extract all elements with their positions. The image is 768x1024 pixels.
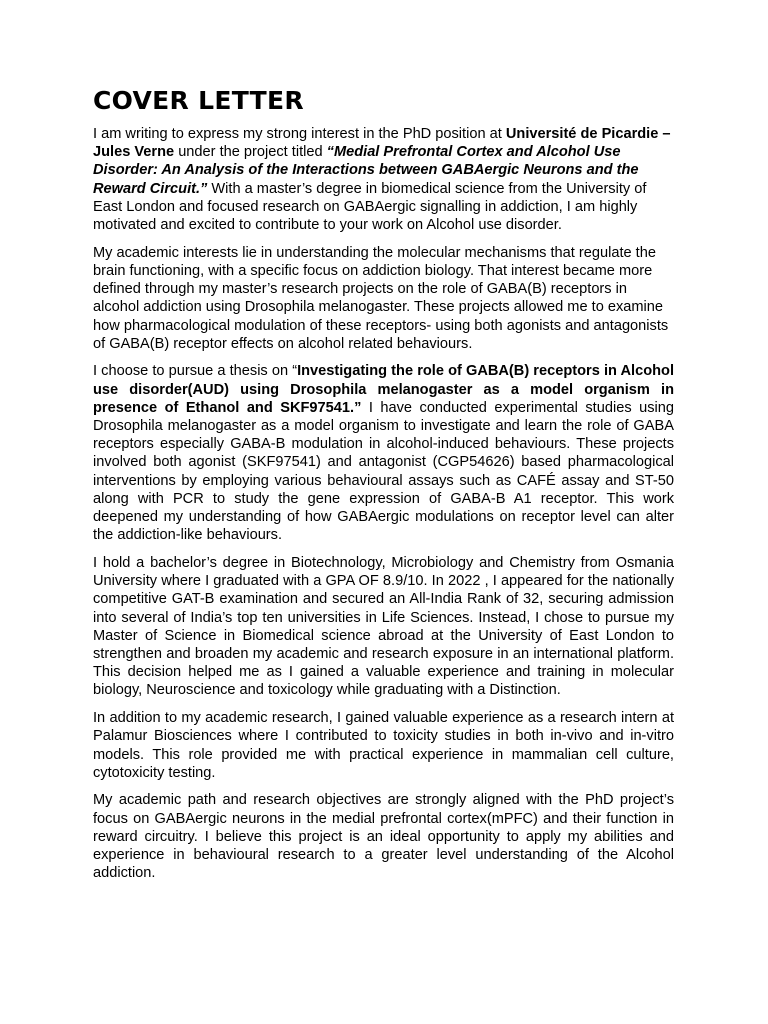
cover-letter-page (93, 86, 674, 892)
paragraph-thesis (93, 362, 674, 544)
intro-text-1: I am writing to express my strong interest in the PhD position at (93, 126, 506, 142)
paragraph-internship: In addition to my academic research, I gained valuable experience as a research intern at Palamur Biosciences where I contributed to toxicity studies in both in-vivo and in-vitro models. This role provided me with practical experience in mammalian cell culture, cytotoxicity testing. (93, 710, 674, 781)
intro-text-2: under the project titled (174, 144, 327, 161)
paragraph-intro (93, 125, 674, 234)
university-name: Université de Picardie – Jules Verne (93, 126, 671, 161)
thesis-text-2: I have conducted experimental studies using Drosophila melanogaster as a model organism to investigate and learn the role of GABA receptors especially GABA-B modulation in alcohol-induced behaviours. These projects involved both agonist (SKF97541) and antagonist (CGP54626) based pharmacological interventions by employing various behavioural assays such as CAFÉ assay and ST-50 along with PCR to study the gene expression of GABA-B A1 receptor. This work deepened my understanding of how GABAergic modulations on receptor level can alter the addiction-like behaviours. (93, 399, 674, 544)
page-title: COVER LETTER (93, 86, 304, 115)
thesis-title: Investigating the role of GABA(B) receptors in Alcohol use disorder(AUD) using Drosophila melanogaster as a model organism in presence of Ethanol and SKF97541.” (93, 363, 674, 416)
intro-text-3: With a master’s degree in biomedical science from the University of East London and focused research on GABAergic signalling in addiction, I am highly motivated and excited to contribute to your work on Alcohol use disorder. (93, 180, 647, 234)
paragraph-alignment: My academic path and research objectives are strongly aligned with the PhD project’s focus on GABAergic neurons in the medial prefrontal cortex(mPFC) and their function in reward circuitry. I believe this project is an ideal opportunity to apply my abilities and experience in behavioural research to a greater level understanding of the Alcohol addiction. (93, 792, 674, 882)
thesis-text-1: I choose to pursue a thesis on “ (93, 363, 298, 380)
paragraph-interests: My academic interests lie in understanding the molecular mechanisms that regulate the brain functioning, with a specific focus on addiction biology. That interest became more defined through my master’s research projects on the role of GABA(B) receptors in alcohol addiction using Drosophila melanogaster. These projects allowed me to examine how pharmacological modulation of these receptors- using both agonists and antagonists of GABA(B) receptor effects on alcohol related behaviours. (93, 244, 669, 352)
project-title: “Medial Prefrontal Cortex and Alcohol Use Disorder: An Analysis of the Interactions between GABAergic Neurons and the Reward Circuit.” (93, 144, 639, 197)
paragraph-education: I hold a bachelor’s degree in Biotechnology, Microbiology and Chemistry from Osmania University where I graduated with a GPA OF 8.9/10. In 2022 , I appeared for the nationally competitive GAT-B examination and secured an All-India Rank of 32, securing admission into several of India’s top ten universities in Life Sciences. Instead, I chose to pursue my Master of Science in Biomedical science abroad at the University of East London to strengthen and broaden my academic and research exposure in an international platform. This decision helped me as I gained a valuable experience and training in molecular biology, Neuroscience and toxicology while graduating with a Distinction. (93, 554, 674, 699)
